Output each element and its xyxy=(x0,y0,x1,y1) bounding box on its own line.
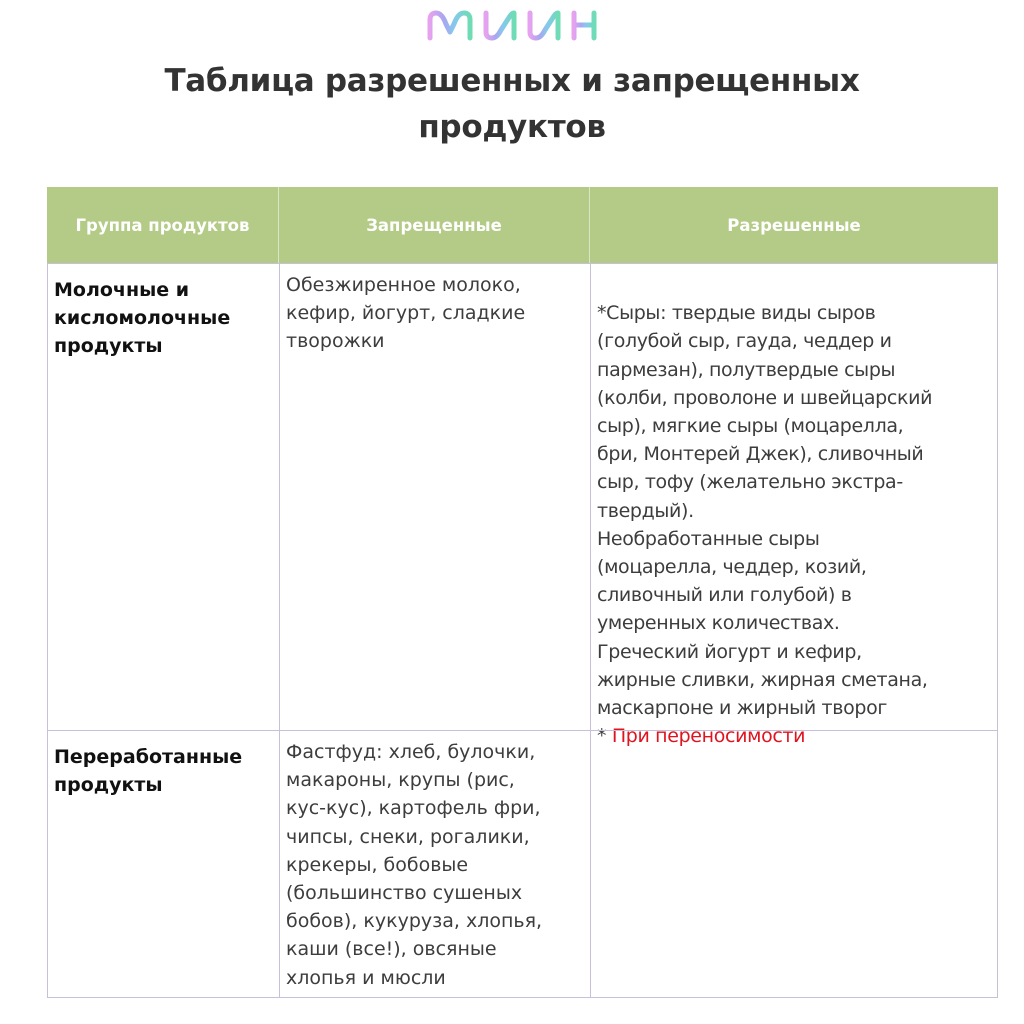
products-table xyxy=(47,187,998,998)
row-processed-allowed xyxy=(590,730,998,998)
row-processed-group: Переработанные продукты xyxy=(47,730,280,998)
brand-logo xyxy=(424,8,600,42)
row-dairy-group: Молочные и кисломолочные продукты xyxy=(47,263,280,731)
tolerance-note: При переносимости xyxy=(611,725,806,748)
header-forbidden: Запрещенные xyxy=(279,187,590,263)
row-dairy-forbidden: Обезжиренное молоко, кефир, йогурт, сладкие творожки xyxy=(279,263,591,731)
row-dairy-allowed xyxy=(590,263,998,748)
header-group: Группа продуктов xyxy=(47,187,279,263)
tolerance-note-asterisk: * xyxy=(597,725,612,748)
page-title: Таблица разрешенных и запрещенных продуктов xyxy=(164,63,860,145)
allowed-text: *Сыры: твердые виды сыров (голубой сыр, гауда, чеддер и пармезан), полутвердые сыры (колби, проволоне и швейцарский сыр), мягкие сыры (моцарелла, бри, Монтерей Джек), сливочный сыр, тофу (желательно экстра- твердый). Необработанные сыры (моцарелла, чеддер, козий, сливочный или голубой) в умеренных количествах. Греческий йогурт и кефир, жирные сливки, жирная сметана, маскарпоне и жирный творог xyxy=(597,302,933,720)
header-allowed: Разрешенные xyxy=(590,187,998,263)
row-processed-forbidden: Фастфуд: хлеб, булочки, макароны, крупы (рис, кус-кус), картофель фри, чипсы, снеки, рогалики, крекеры, бобовые (большинство сушеных бобов), кукуруза, хлопья, каши (все!), овсяные хлопья и мюсли xyxy=(279,730,591,998)
